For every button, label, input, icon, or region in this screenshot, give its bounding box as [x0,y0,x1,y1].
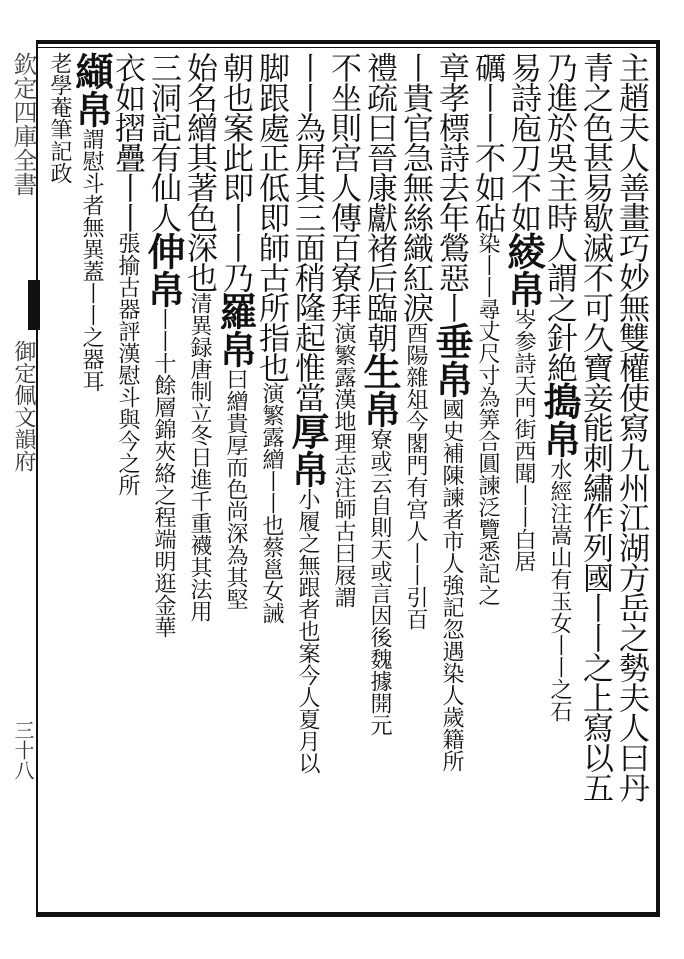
annotation-text: 水經注嵩山有玉女丨丨之石 [547,458,572,722]
text-column-7 [396,52,434,912]
column-text: 三洞記有仙人 [145,52,181,232]
text-column-14 [141,52,186,912]
column-text: 禮疏曰晉康獻褚后臨朝 [361,52,397,352]
text-column-11 [252,52,290,912]
text-column-4 [501,52,546,912]
column-text: 乃進於吳主時人謂之針絶 [541,52,577,382]
column-text: 青之色甚易歇滅不可久寶妾能刺繡作列國丨丨之上寫以五 [577,52,613,802]
entry-heading: 搗帛 [537,382,582,458]
annotation-text: 寮或云自則天或言因後魏據開元 [367,428,392,736]
right-border [656,40,660,917]
column-text: 章孝標詩去年鶯惡丨 [433,52,469,322]
entry-heading: 生帛 [357,352,402,428]
text-column-17 [40,52,78,912]
column-text: 不坐則宫人傳百寮拜 [325,52,361,322]
column-text: 主趙夫人善畫巧妙無雙權使寫九州江湖方岳之勢夫人曰丹 [613,52,649,802]
entry-heading: 綾帛 [501,232,546,308]
fish-tail-mark [28,280,40,330]
annotation-text: 小履之無跟者也案今人夏月以 [295,488,320,774]
annotation-text: 國史補陳諫者市人強記忽遇染人歲籍所 [439,398,464,772]
entry-heading: 羅帛 [213,292,258,368]
annotation-text: 謂慰斗者無異蓋丨丨之器耳 [79,128,104,392]
column-text: 易詩庖刀不如 [505,52,541,232]
entry-heading: 伸帛 [141,232,186,308]
column-text: 丨丨為屛其三面稍隆起惟當 [289,52,325,412]
text-column-6 [429,52,474,912]
page-number: 三十八 [11,720,35,780]
column-text: 脚跟處正低即師古所指也 [253,52,289,382]
text-column-5 [468,52,506,912]
bottom-border [36,912,660,917]
entry-heading: 纈帛 [69,52,114,128]
annotation-text: 酉陽雜俎今閣門有宫人丨丨引百 [403,322,428,630]
annotation-text: 丨丨十餘層錦夾絡之程端明逛金華 [151,308,176,638]
annotation-text: 染丨丨尋丈尺寸為筭合圓諫泛覽悉記之 [475,232,500,606]
column-text: 礪丨丨不如砧 [469,52,505,232]
annotation-text: 演繁露繒丨丨也蔡邕女誡 [259,382,284,624]
column-text: 丨貴官急無絲織紅淚 [397,52,433,322]
annotation-text: 曰繒貴厚而色尚深為其堅 [223,368,248,610]
annotation-text: 清異録唐制立冬日進千重襪其法用 [187,292,212,622]
annotation-text: 演繁露漢地理志注師古曰屐謂 [331,322,356,608]
text-column-12 [213,52,258,912]
annotation-text: 老學菴筆記政 [47,52,72,184]
top-border-inner [36,47,660,48]
text-column-13 [180,52,218,912]
text-column-10 [285,52,330,912]
top-border [36,40,660,44]
annotation-text: 岑参詩天門街西聞丨丨白居 [511,308,536,572]
column-text: 始名繒其著色深也 [181,52,217,292]
entry-heading: 垂帛 [429,322,474,398]
text-column-1 [612,52,650,912]
column-text: 衣如摺疊丨丨 [109,52,145,232]
annotation-text: 張揄古器評漢慰斗與今之所 [115,232,140,496]
text-column-3 [537,52,582,912]
column-text: 朝也案此即丨丨乃 [217,52,253,292]
book-title: 欽定四庫全書 [9,52,37,196]
volume-title: 御定佩文韻府 [11,340,36,472]
entry-heading: 厚帛 [285,412,330,488]
text-column-15 [108,52,146,912]
text-column-8 [357,52,402,912]
text-column-2 [576,52,614,912]
